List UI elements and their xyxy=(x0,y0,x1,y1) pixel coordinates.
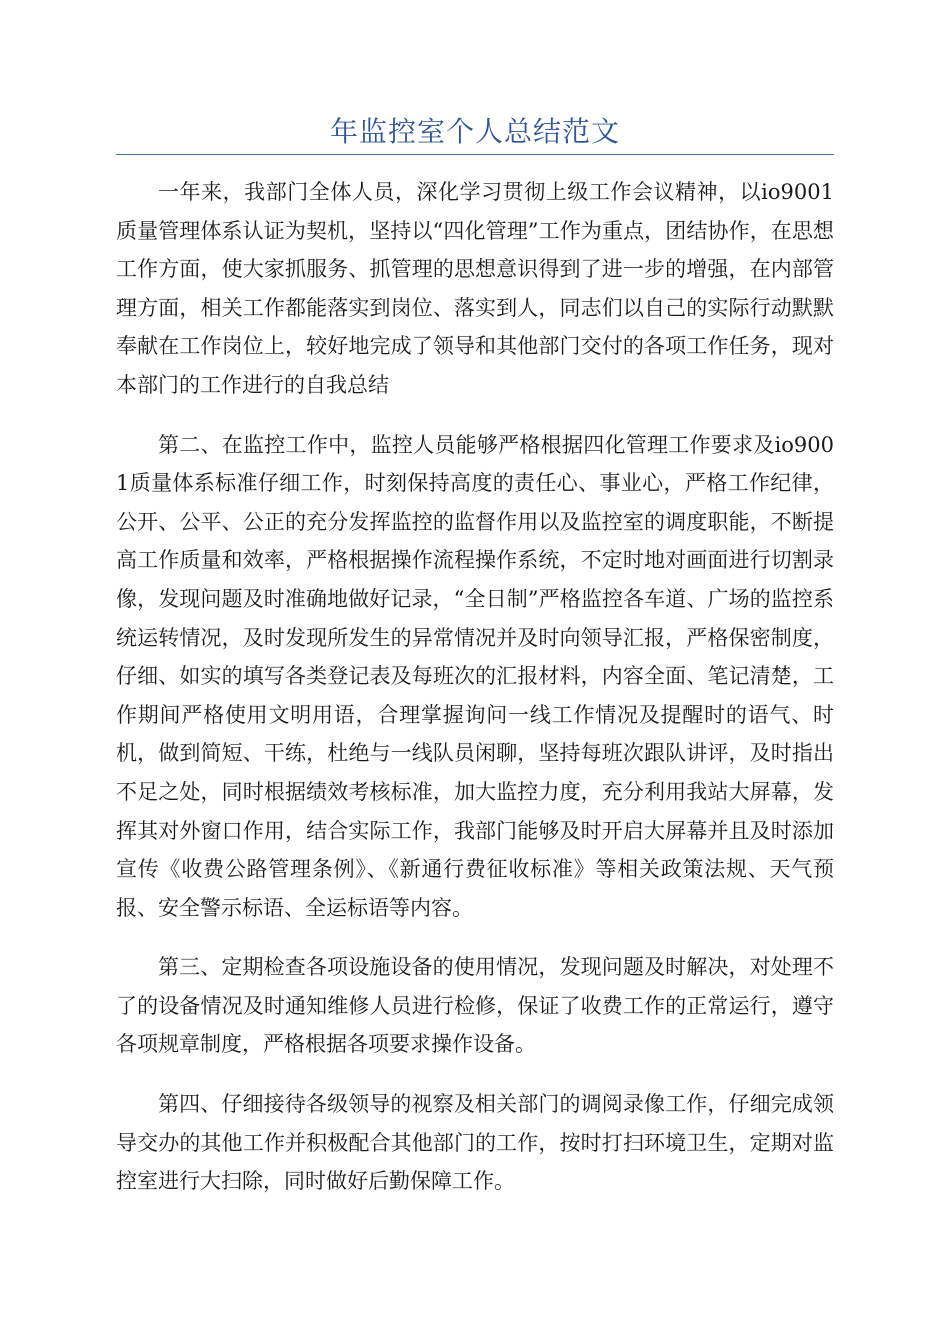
paragraph-fourth: 第四、仔细接待各级领导的视察及相关部门的调阅录像工作，仔细完成领导交办的其他工作并积极配合其他部门的工作，按时打扫环境卫生，定期对监控室进行大扫除，同时做好后勤保障工作。 xyxy=(116,1092,834,1194)
paragraph-intro: 一年来，我部门全体人员，深化学习贯彻上级工作会议精神，以io9001质量管理体系认证为契机，坚持以“四化管理”工作为重点，团结协作，在思想工作方面，使大家抓服务、抓管理的思想意识得到了进一步的增强，在内部管理方面，相关工作都能落实到岗位、落实到人，同志们以自己的实际行动默默奉献在工作岗位上，较好地完成了领导和其他部门交付的各项工作任务，现对本部门的工作进行的自我总结 xyxy=(116,180,834,397)
document-title: 年监控室个人总结范文 xyxy=(329,115,620,148)
document-page xyxy=(116,112,834,1222)
title-underline xyxy=(116,154,834,155)
paragraph-second: 第二、在监控工作中，监控人员能够严格根据四化管理工作要求及io9001质量体系标准仔细工作，时刻保持高度的责任心、事业心，严格工作纪律，公开、公平、公正的充分发挥监控的监督作用以及监控室的调度职能，不断提高工作质量和效率，严格根据操作流程操作系统，不定时地对画面进行切割录像，发现问题及时准确地做好记录，“全日制”严格监控各车道、广场的监控系统运转情况，及时发现所发生的异常情况并及时向领导汇报，严格保密制度，仔细、如实的填写各类登记表及每班次的汇报材料，内容全面、笔记清楚，工作期间严格使用文明用语，合理掌握询问一线工作情况及提醒时的语气、时机，做到简短、干练，杜绝与一线队员闲聊，坚持每班次跟队讲评，及时指出不足之处，同时根据绩效考核标准，加大监控力度，充分利用我站大屏幕，发挥其对外窗口作用，结合实际工作，我部门能够及时开启大屏幕并且及时添加宣传《收费公路管理条例》、《新通行费征收标准》等相关政策法规、天气预报、安全警示标语、全运标语等内容。 xyxy=(116,432,834,920)
paragraph-third: 第三、定期检查各项设施设备的使用情况，发现问题及时解决，对处理不了的设备情况及时通知维修人员进行检修，保证了收费工作的正常运行，遵守各项规章制度，严格根据各项要求操作设备。 xyxy=(116,955,834,1057)
